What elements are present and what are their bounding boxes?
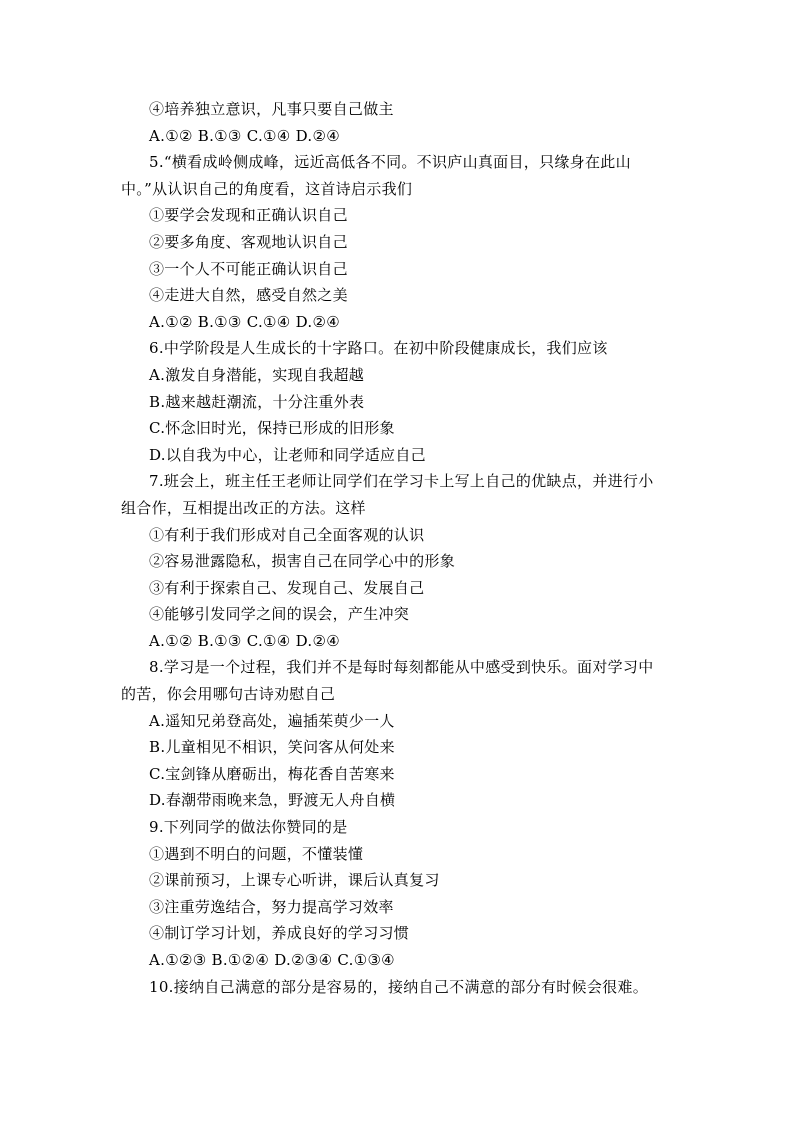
q8-option-a: A.遥知兄弟登高处，遍插茱萸少一人 xyxy=(149,711,395,730)
q8-stem: 8.学习是一个过程，我们并不是每时每刻都能从中感受到快乐。面对学习中 xyxy=(149,658,654,677)
q5-option-1: ①要学会发现和正确认识自己 xyxy=(149,206,348,225)
q6-option-d: D.以自我为中心，让老师和同学适应自己 xyxy=(149,445,426,464)
q7-option-4: ④能够引发同学之间的误会，产生冲突 xyxy=(149,605,410,624)
question-5 xyxy=(121,149,681,335)
question-7 xyxy=(121,468,681,654)
q6-option-c: C.怀念旧时光，保持已形成的旧形象 xyxy=(149,419,395,438)
question-6 xyxy=(121,335,681,468)
q5-stem-cont: 中。”从认识自己的角度看，这首诗启示我们 xyxy=(121,179,413,198)
q9-option-1: ①遇到不明白的问题，不懂装懂 xyxy=(149,844,364,863)
q6-stem: 6.中学阶段是人生成长的十字路口。在初中阶段健康成长，我们应该 xyxy=(149,339,608,358)
q7-option-1: ①有利于我们形成对自己全面客观的认识 xyxy=(149,525,425,544)
question-8 xyxy=(121,654,681,814)
question-4-tail xyxy=(121,96,681,149)
question-10 xyxy=(121,974,681,1001)
q9-option-4: ④制订学习计划，养成良好的学习习惯 xyxy=(149,924,410,943)
q7-stem: 7.班会上，班主任王老师让同学们在学习卡上写上自己的优缺点，并进行小 xyxy=(149,472,654,491)
q7-option-3: ③有利于探索自己、发现自己、发展自己 xyxy=(149,578,425,597)
q4-answer-choices: A.①② B.①③ C.①④ D.②④ xyxy=(149,126,340,145)
q8-option-c: C.宝剑锋从磨砺出，梅花香自苦寒来 xyxy=(149,764,395,783)
q9-option-2: ②课前预习，上课专心听讲，课后认真复习 xyxy=(149,871,440,890)
q8-option-b: B.儿童相见不相识，笑问客从何处来 xyxy=(149,738,395,757)
q5-option-3: ③一个人不可能正确认识自己 xyxy=(149,259,348,278)
q5-option-2: ②要多角度、客观地认识自己 xyxy=(149,232,348,251)
q7-option-2: ②容易泄露隐私，损害自己在同学心中的形象 xyxy=(149,552,456,571)
q9-stem: 9.下列同学的做法你赞同的是 xyxy=(149,818,348,837)
q7-answer-choices: A.①② B.①③ C.①④ D.②④ xyxy=(149,631,340,650)
question-9 xyxy=(121,814,681,974)
q7-stem-cont: 组合作，互相提出改正的方法。这样 xyxy=(121,498,366,517)
q8-option-d: D.春潮带雨晚来急，野渡无人舟自横 xyxy=(149,791,396,810)
q4-option-4: ④培养独立意识，凡事只要自己做主 xyxy=(149,100,394,118)
q5-answer-choices: A.①② B.①③ C.①④ D.②④ xyxy=(149,312,340,331)
q6-option-a: A.激发自身潜能，实现自我超越 xyxy=(149,365,365,384)
q5-stem: 5.“横看成岭侧成峰，远近高低各不同。不识庐山真面目，只缘身在此山 xyxy=(149,153,631,172)
q9-option-3: ③注重劳逸结合，努力提高学习效率 xyxy=(149,897,394,916)
exam-page xyxy=(121,96,681,1000)
q6-option-b: B.越来越赶潮流，十分注重外表 xyxy=(149,392,365,411)
q8-stem-cont: 的苦，你会用哪句古诗劝慰自己 xyxy=(121,685,336,704)
q5-option-4: ④走进大自然，感受自然之美 xyxy=(149,286,348,305)
q10-stem: 10.接纳自己满意的部分是容易的，接纳自己不满意的部分有时候会很难。 xyxy=(149,977,649,996)
q9-answer-choices: A.①②③ B.①②④ D.②③④ C.①③④ xyxy=(149,951,395,969)
